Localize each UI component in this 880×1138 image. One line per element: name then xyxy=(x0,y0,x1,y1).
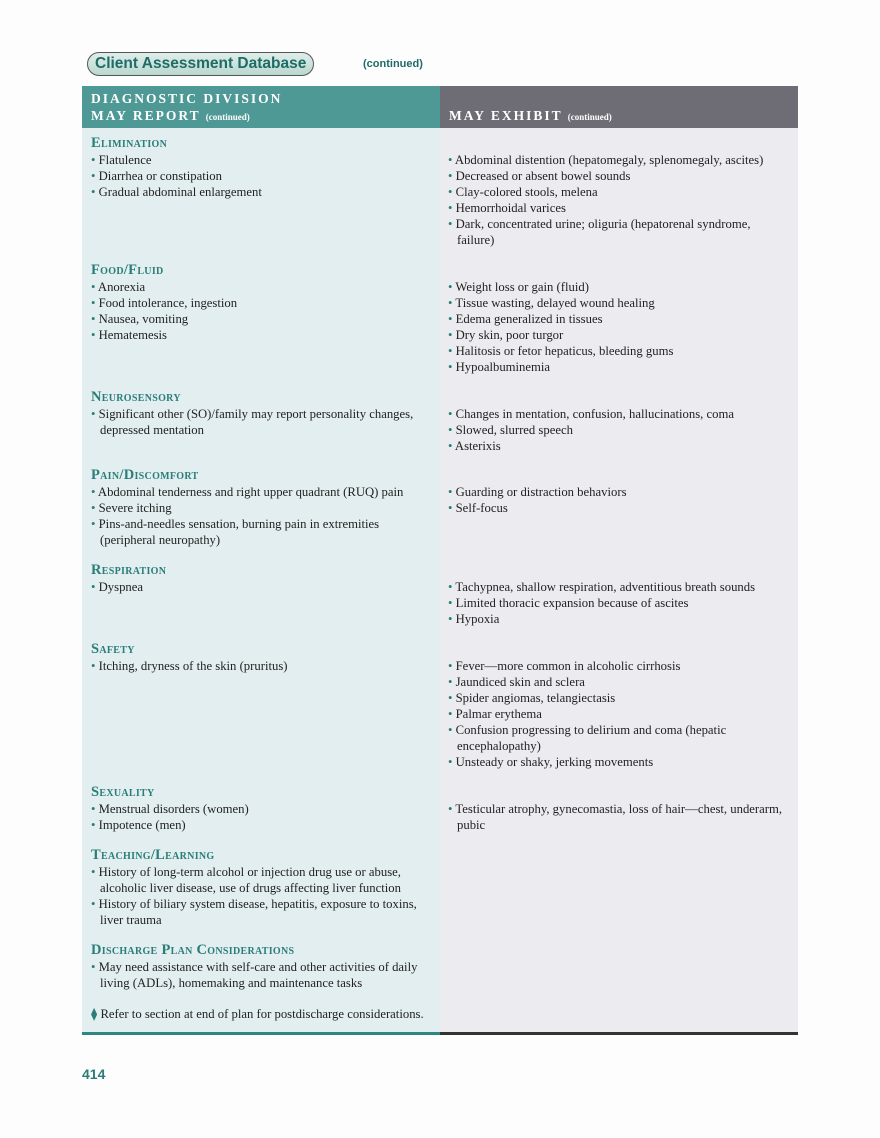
may-report-cell xyxy=(82,847,440,942)
list-item: • Menstrual disorders (women) xyxy=(91,801,432,817)
list-item: • Significant other (SO)/family may report personality changes, depressed mentation xyxy=(91,406,432,438)
list-item: • Dyspnea xyxy=(91,579,432,595)
may-report-text: MAY REPORT xyxy=(91,108,201,123)
diagnostic-division-label: DIAGNOSTIC DIVISION xyxy=(91,91,283,106)
list-item: • History of biliary system disease, hepatitis, exposure to toxins, liver trauma xyxy=(91,896,432,928)
list-item: • History of long-term alcohol or injection drug use or abuse, alcoholic liver disease, use of drugs affecting liver function xyxy=(91,864,432,896)
list-item: • Edema generalized in tissues xyxy=(448,311,790,327)
section-neurosensory xyxy=(82,389,798,467)
list-item: • Hemorrhoidal varices xyxy=(448,200,790,216)
list-item: • Nausea, vomiting xyxy=(91,311,432,327)
list-item: • Gradual abdominal enlargement xyxy=(91,184,432,200)
section-heading: Neurosensory xyxy=(91,389,181,405)
bottom-rule-left xyxy=(82,1032,440,1035)
list-item: • Halitosis or fetor hepaticus, bleeding gums xyxy=(448,343,790,359)
list-item: • Tissue wasting, delayed wound healing xyxy=(448,295,790,311)
may-exhibit-cell xyxy=(440,262,798,389)
may-report-cell xyxy=(82,641,440,784)
list-item: • Food intolerance, ingestion xyxy=(91,295,432,311)
assessment-sections xyxy=(82,135,798,1032)
list-item: • Limited thoracic expansion because of ascites xyxy=(448,595,790,611)
section-heading: Elimination xyxy=(91,135,168,151)
continued-label: (continued) xyxy=(567,112,612,122)
bottom-rule-right xyxy=(440,1032,798,1035)
section-food-fluid xyxy=(82,262,798,389)
title-continued: (continued) xyxy=(363,58,423,70)
may-exhibit-cell xyxy=(440,467,798,562)
list-item: • Changes in mentation, confusion, hallucinations, coma xyxy=(448,406,790,422)
section-safety xyxy=(82,641,798,784)
list-item: • Dry skin, poor turgor xyxy=(448,327,790,343)
list-item: • Slowed, slurred speech xyxy=(448,422,790,438)
list-item: • May need assistance with self-care and other activities of daily living (ADLs), homemaking and maintenance tasks xyxy=(91,959,432,991)
page-number: 414 xyxy=(82,1066,106,1082)
may-exhibit-cell xyxy=(440,135,798,262)
may-exhibit-text: MAY EXHIBIT xyxy=(449,108,563,123)
list-item: • Decreased or absent bowel sounds xyxy=(448,168,790,184)
may-exhibit-cell xyxy=(440,784,798,847)
list-item: • Abdominal tenderness and right upper quadrant (RUQ) pain xyxy=(91,484,432,500)
list-item: • Jaundiced skin and sclera xyxy=(448,674,790,690)
list-item: • Unsteady or shaky, jerking movements xyxy=(448,754,790,770)
section-heading: Respiration xyxy=(91,562,167,578)
list-item: • Guarding or distraction behaviors xyxy=(448,484,790,500)
column-header-may-exhibit xyxy=(440,86,798,128)
list-item: • Hematemesis xyxy=(91,327,432,343)
may-report-cell xyxy=(82,262,440,389)
section-heading: Sexuality xyxy=(91,784,155,800)
list-item: • Confusion progressing to delirium and coma (hepatic encephalopathy) xyxy=(448,722,790,754)
may-report-label xyxy=(91,108,250,124)
section-heading: Discharge Plan Considerations xyxy=(91,942,295,958)
may-report-cell xyxy=(82,467,440,562)
section-heading: Safety xyxy=(91,641,135,657)
may-report-cell xyxy=(82,135,440,262)
may-report-cell xyxy=(82,784,440,847)
section-heading: Pain/Discomfort xyxy=(91,467,199,483)
page-title: Client Assessment Database xyxy=(87,52,314,76)
note-text: Refer to section at end of plan for postdischarge considerations. xyxy=(100,1007,424,1021)
may-report-cell xyxy=(82,389,440,467)
list-item: • Abdominal distention (hepatomegaly, splenomegaly, ascites) xyxy=(448,152,790,168)
list-item: • Fever—more common in alcoholic cirrhosis xyxy=(448,658,790,674)
diamond-arrow-icon: ⧫ xyxy=(91,1007,98,1021)
may-exhibit-cell xyxy=(440,562,798,641)
section-heading: Teaching/Learning xyxy=(91,847,215,863)
list-item: • Impotence (men) xyxy=(91,817,432,833)
list-item: • Severe itching xyxy=(91,500,432,516)
list-item: • Hypoxia xyxy=(448,611,790,627)
section-elimination xyxy=(82,135,798,262)
may-exhibit-cell xyxy=(440,847,798,942)
may-exhibit-label xyxy=(449,108,612,124)
may-exhibit-cell xyxy=(440,389,798,467)
may-report-cell xyxy=(82,942,440,1032)
section-teaching-learning xyxy=(82,847,798,942)
list-item: • Diarrhea or constipation xyxy=(91,168,432,184)
postdischarge-note xyxy=(91,1006,432,1022)
section-sexuality xyxy=(82,784,798,847)
list-item: • Tachypnea, shallow respiration, adventitious breath sounds xyxy=(448,579,790,595)
section-heading: Food/Fluid xyxy=(91,262,164,278)
may-exhibit-cell xyxy=(440,942,798,1032)
list-item: • Dark, concentrated urine; oliguria (hepatorenal syndrome, failure) xyxy=(448,216,790,248)
list-item: • Self-focus xyxy=(448,500,790,516)
list-item: • Hypoalbuminemia xyxy=(448,359,790,375)
column-header-may-report xyxy=(82,86,440,128)
list-item: • Spider angiomas, telangiectasis xyxy=(448,690,790,706)
list-item: • Anorexia xyxy=(91,279,432,295)
section-respiration xyxy=(82,562,798,641)
section-pain-discomfort xyxy=(82,467,798,562)
list-item: • Itching, dryness of the skin (pruritus) xyxy=(91,658,432,674)
list-item: • Flatulence xyxy=(91,152,432,168)
may-report-cell xyxy=(82,562,440,641)
list-item: • Testicular atrophy, gynecomastia, loss of hair—chest, underarm, pubic xyxy=(448,801,790,833)
list-item: • Pins-and-needles sensation, burning pain in extremities (peripheral neuropathy) xyxy=(91,516,432,548)
list-item: • Clay-colored stools, melena xyxy=(448,184,790,200)
list-item: • Weight loss or gain (fluid) xyxy=(448,279,790,295)
list-item: • Asterixis xyxy=(448,438,790,454)
section-discharge-plan-considerations xyxy=(82,942,798,1032)
continued-label: (continued) xyxy=(205,112,250,122)
list-item: • Palmar erythema xyxy=(448,706,790,722)
may-exhibit-cell xyxy=(440,641,798,784)
